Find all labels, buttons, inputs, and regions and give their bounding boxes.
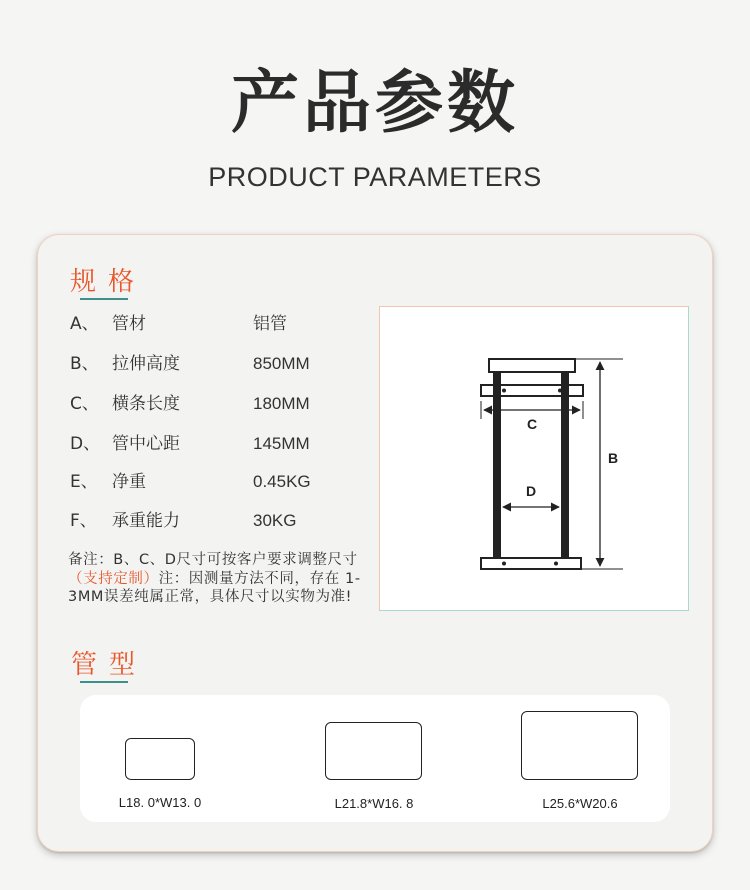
spec-value: 850MM [253,354,310,373]
spec-value: 30KG [253,511,297,530]
pipe-profile-large [521,711,638,780]
spec-value: 铝管 [253,314,287,333]
page-title-en: PRODUCT PARAMETERS [208,162,542,192]
pipe-profile-medium [325,722,422,780]
spec-name: 管材 [112,314,146,334]
top-cap [489,359,575,372]
spec-key: C、 [70,394,99,414]
spec-value: 145MM [253,434,310,453]
spec-key: E、 [70,472,98,492]
pipe-title-underline [80,681,128,683]
left-post [493,372,501,558]
pipe-profile-small [125,738,195,780]
pipe-label-medium: L21.8*W16. 8 [334,796,414,811]
pipe-label-large: L25.6*W20.6 [542,796,618,811]
spec-key: B、 [70,354,99,374]
page-title-cn: 产品参数 [230,64,519,143]
dim-label-c: C [526,416,538,432]
spec-name: 横条长度 [112,394,180,414]
frame-drawing [380,307,690,612]
spec-key: F、 [70,511,97,531]
spec-value: 180MM [253,394,310,413]
spec-name: 净重 [112,472,146,492]
dim-label-b: B [607,450,619,466]
bottom-bar [481,558,581,569]
note-text: 备注：B、C、D尺寸可按客户要求调整尺寸 [68,552,358,568]
spec-note [68,551,368,607]
pipe-section-title: 管型 [71,650,148,680]
pipe-label-small: L18. 0*W13. 0 [118,795,202,810]
spec-key: D、 [70,434,101,454]
specs-section-title: 规格 [70,267,147,297]
spec-name: 承重能力 [112,511,180,531]
specs-title-underline [80,298,128,300]
spec-name: 管中心距 [112,434,180,454]
product-diagram [379,306,689,611]
note-highlight: （支持定制） [68,570,159,587]
spec-name: 拉伸高度 [112,354,180,374]
right-post [561,372,569,558]
dim-label-d: D [525,483,537,499]
spec-key: A、 [70,314,99,334]
spec-value: 0.45KG [253,472,311,491]
note-text-2: 注：因测量方法不同，存在 1-3MM误差纯属正常，具体尺寸以实物为准! [68,570,361,605]
